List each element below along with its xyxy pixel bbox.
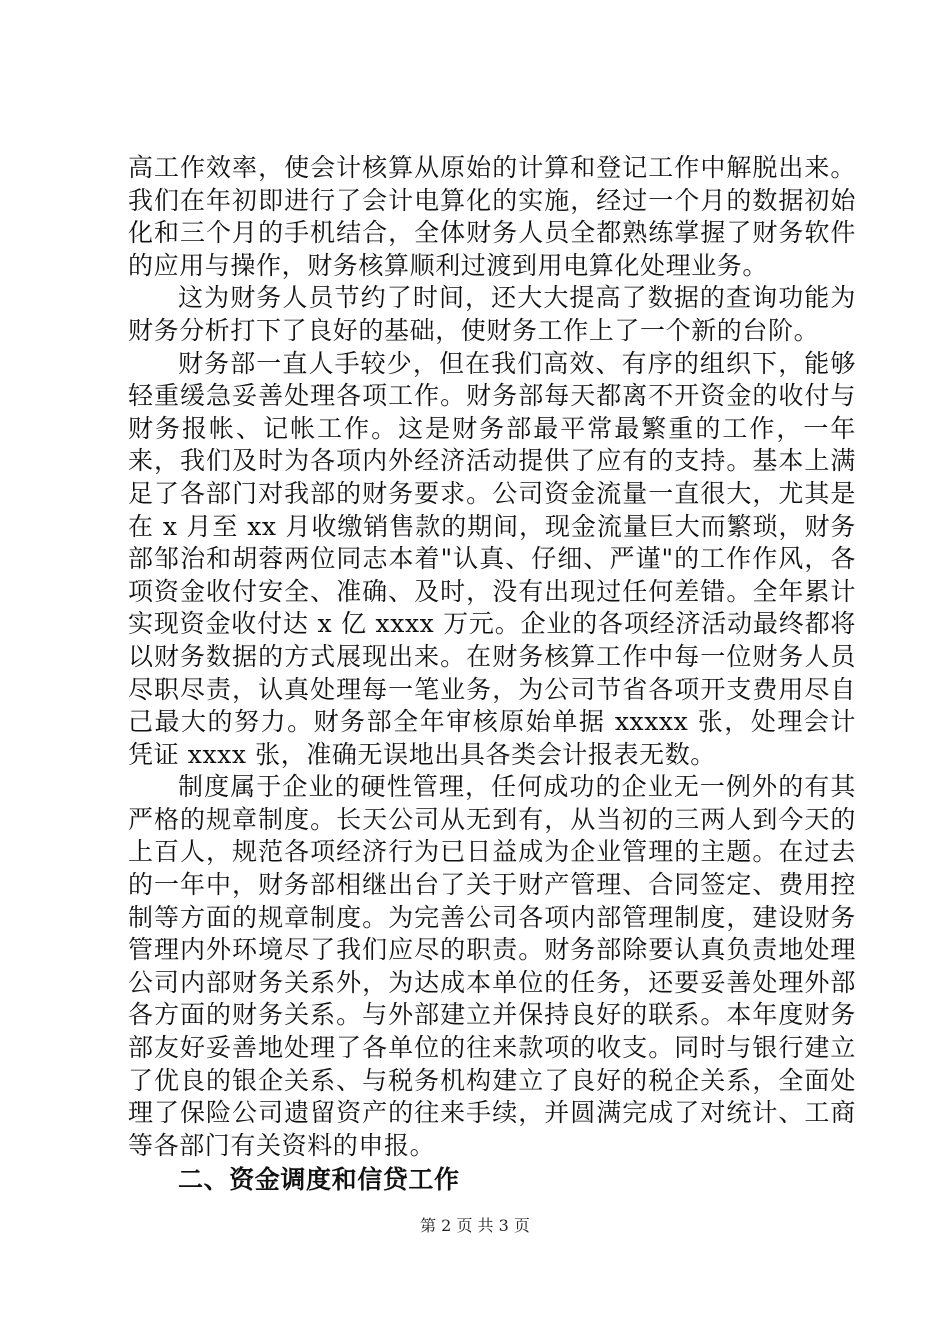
- paragraph-time-saving: 这为财务人员节约了时间，还大大提高了数据的查询功能为财务分析打下了良好的基础，使财务工作上了一个新的台阶。: [128, 283, 856, 345]
- paragraph-regulations: 制度属于企业的硬性管理，任何成功的企业无一例外的有其严格的规章制度。长天公司从无到有，从当初的三两人到今天的上百人，规范各项经济行为已日益成为企业管理的主题。在过去的一年中，财务部相继出台了关于财产管理、合同签定、费用控制等方面的规章制度。为完善公司各项内部管理制度，建设财务管理内外环境尽了我们应尽的职责。财务部除要认真负责地处理公司内部财务关系外，为达成本单位的任务，还要妥善处理外部各方面的财务关系。与外部建立并保持良好的联系。本年度财务部友好妥善地处理了各单位的往来款项的收支。同时与银行建立了优良的银企关系、与税务机构建立了良好的税企关系，全面处理了保险公司遗留资产的往来手续，并圆满完成了对统计、工商等各部门有关资料的申报。: [128, 772, 856, 1160]
- paragraph-continuation: 高工作效率，使会计核算从原始的计算和登记工作中解脱出来。我们在年初即进行了会计电算化的实施，经过一个月的数据初始化和三个月的手机结合，全体财务人员全都熟练掌握了财务软件的应用与操作，财务核算顺利过渡到用电算化处理业务。: [128, 153, 856, 280]
- paragraph-finance-department: 财务部一直人手较少，但在我们高效、有序的组织下，能够轻重缓急妥善处理各项工作。财务部每天都离不开资金的收付与财务报帐、记帐工作。这是财务部最平常最繁重的工作，一年来，我们及时为各项内外经济活动提供了应有的支持。基本上满足了各部门对我部的财务要求。公司资金流量一直很大，尤其是在 x 月至 xx 月收缴销售款的期间，现金流量巨大而繁琐，财务部邹治和胡蓉两位同志本着"认真、仔细、严谨"的工作作风，各项资金收付安全、准确、及时，没有出现过任何差错。全年累计实现资金收付达 x 亿 xxxx 万元。企业的各项经济活动最终都将以财务数据的方式展现出来。在财务核算工作中每一位财务人员尽职尽责，认真处理每一笔业务，为公司节省各项开支费用尽自己最大的努力。财务部全年审核原始单据 xxxxx 张，处理会计凭证 xxxx 张，准确无误地出具各类会计报表无数。: [128, 348, 856, 769]
- page-footer: 第 2 页 共 3 页: [420, 1216, 530, 1235]
- section-heading: 二、资金调度和信贷工作: [178, 1165, 460, 1195]
- document-body: [128, 152, 856, 1198]
